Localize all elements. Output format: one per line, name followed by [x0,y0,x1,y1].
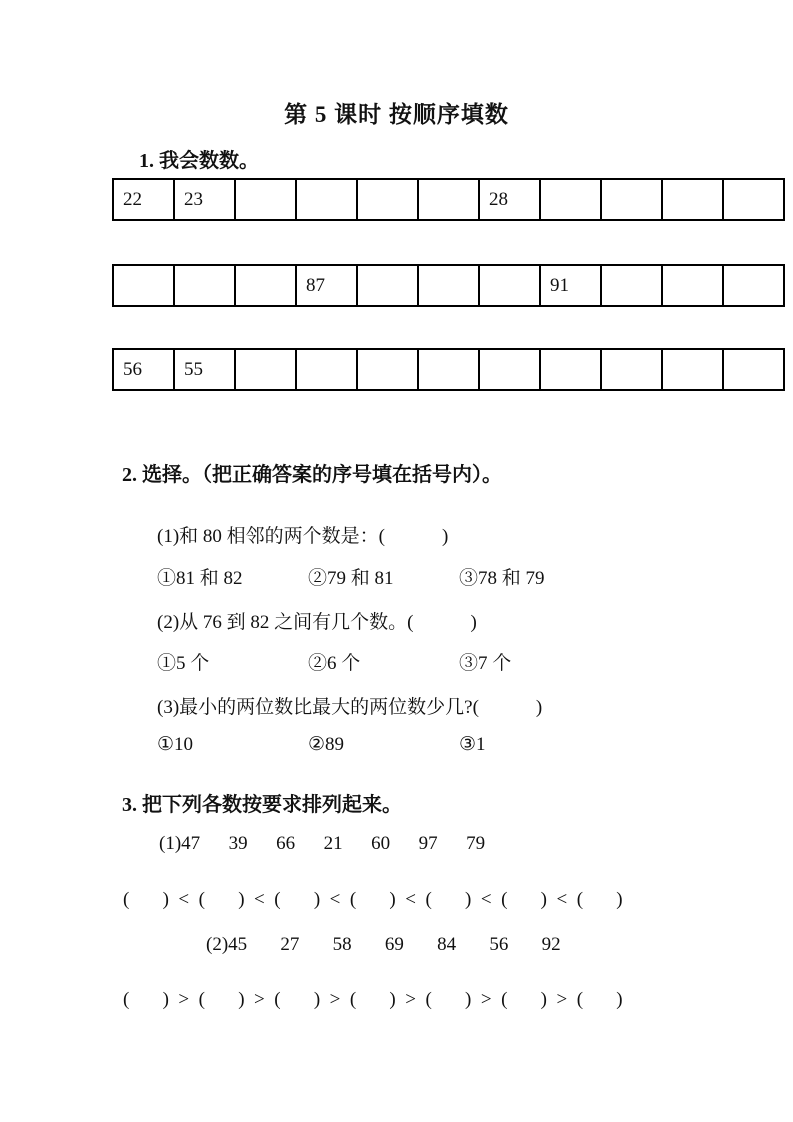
question-3-options [157,733,486,756]
question-1-options [157,563,545,590]
counting-table-2 [112,264,785,307]
counting-table-3 [112,348,785,391]
grid-cell [235,265,296,306]
grid-cell [601,179,662,220]
table-row [113,349,784,390]
grid-cell [479,265,540,306]
grid-cell [174,265,235,306]
question-1-text: (1)和 80 相邻的两个数是：( ) [157,526,449,547]
option-1: ①10 [157,734,194,755]
grid-cell [235,349,296,390]
grid-cell [662,179,723,220]
option-3: ③1 [459,734,486,755]
grid-cell [479,349,540,390]
grid-cell: 23 [174,179,235,220]
grid-cell [113,265,174,306]
grid-cell [601,265,662,306]
grid-cell [540,349,601,390]
grid-cell [540,179,601,220]
question-2-text: (2)从 76 到 82 之间有几个数。( ) [157,612,477,633]
grid-cell: 28 [479,179,540,220]
grid-cell [296,179,357,220]
counting-table-1 [112,178,785,221]
grid-cell [662,265,723,306]
section3-heading: 3. 把下列各数按要求排列起来。 [122,794,402,816]
exercise-2-descending-blanks: ( ) > ( ) > ( ) > ( ) > ( ) > ( ) > ( ) [123,989,623,1010]
option-3: ③7 个 [459,653,512,674]
grid-cell [723,179,784,220]
option-3: ③78 和 79 [459,568,545,589]
exercise-1-ascending-blanks: ( ) < ( ) < ( ) < ( ) < ( ) < ( ) < ( ) [123,889,623,910]
grid-cell: 56 [113,349,174,390]
grid-cell [662,349,723,390]
grid-cell [418,349,479,390]
question-2-options [157,648,511,675]
grid-cell [723,349,784,390]
grid-cell: 91 [540,265,601,306]
section1-heading: 1. 我会数数。 [139,150,259,172]
question-3-text: (3)最小的两位数比最大的两位数少几?( ) [157,697,543,718]
exercise-1-numbers: (1)47 39 66 21 60 97 79 [159,833,486,854]
grid-cell [357,265,418,306]
grid-cell: 87 [296,265,357,306]
grid-cell [357,349,418,390]
option-2: ②79 和 81 [308,568,394,589]
grid-cell [418,179,479,220]
grid-cell [723,265,784,306]
option-2: ②6 个 [308,653,361,674]
grid-cell [235,179,296,220]
grid-cell: 22 [113,179,174,220]
section2-heading: 2. 选择。（把正确答案的序号填在括号内）。 [122,464,502,486]
page-title: 第 5 课时 按顺序填数 [284,102,509,127]
exercise-2-numbers: (2)45 27 58 69 84 56 92 [206,934,561,955]
table-row [113,179,784,220]
option-2: ②89 [308,734,345,755]
grid-cell: 55 [174,349,235,390]
table-row [113,265,784,306]
grid-cell [601,349,662,390]
grid-cell [296,349,357,390]
option-1: ①81 和 82 [157,568,243,589]
grid-cell [418,265,479,306]
grid-cell [357,179,418,220]
option-1: ①5 个 [157,653,210,674]
